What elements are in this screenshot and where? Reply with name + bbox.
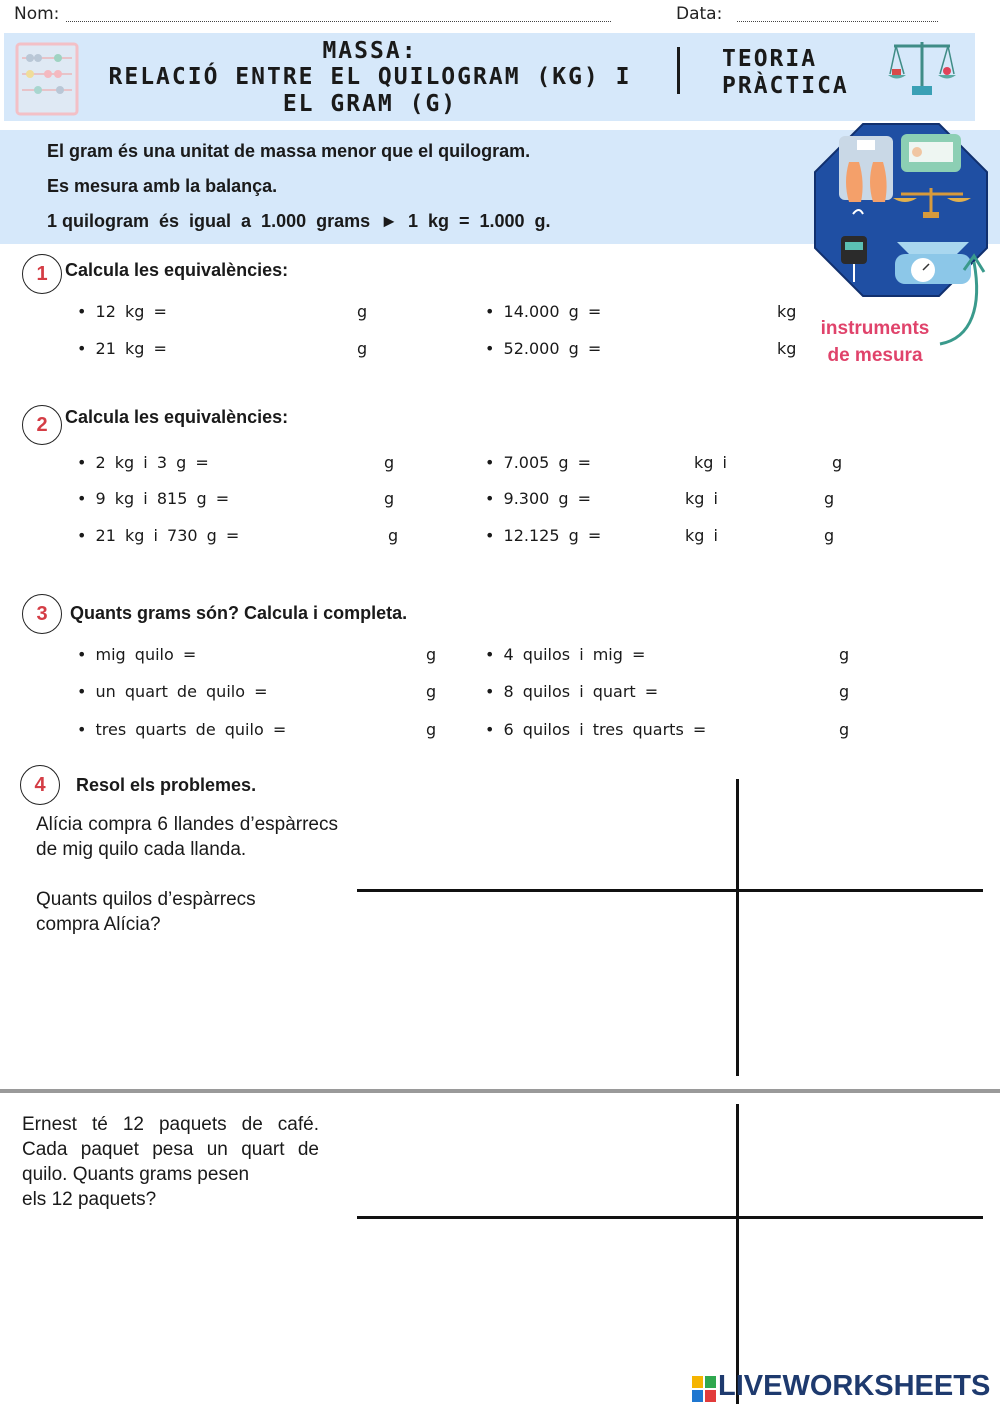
ex3-left-item-3: • tres quarts de quilo =	[77, 720, 287, 739]
instruments-caption-line-2: de mesura	[827, 345, 923, 366]
exercise-1-number: 1	[22, 254, 62, 294]
ex1-right-item-2: • 52.000 g =	[485, 339, 602, 358]
exercise-4-number: 4	[20, 765, 60, 805]
mode-line-1: TEORIA	[722, 46, 818, 72]
liveworksheets-logo-text: LIVEWORKSHEETS	[718, 1370, 991, 1402]
date-field[interactable]	[737, 21, 938, 22]
problem-1-question-line-2: compra Alícia?	[36, 914, 161, 935]
exercise-3-number: 3	[22, 594, 62, 634]
ex2-left-item-1: • 2 kg i 3 g =	[77, 453, 209, 472]
theory-line-3: 1 quilogram és igual a 1.000 grams ► 1 kg = 1.000 g.	[47, 211, 551, 231]
section-separator	[0, 1089, 1000, 1093]
liveworksheets-logo-icon	[692, 1376, 716, 1402]
ex2-left-unit-3: g	[388, 526, 399, 545]
ex3-right-item-1: • 4 quilos i mig =	[485, 645, 646, 664]
ex2-right-unit-2: g	[824, 489, 835, 508]
title-line-3: EL GRAM (G)	[282, 91, 458, 117]
ex2-right-mid-2: kg i	[685, 489, 718, 508]
problem-1-question-line-1: Quants quilos d’espàrrecs	[36, 889, 256, 910]
ex3-right-unit-3: g	[839, 720, 850, 739]
ex2-right-item-2: • 9.300 g =	[485, 489, 592, 508]
exercise-4-title: Resol els problemes.	[76, 775, 257, 795]
ex2-left-unit-1: g	[384, 453, 395, 472]
ex2-right-mid-3: kg i	[685, 526, 718, 545]
ex3-right-unit-2: g	[839, 682, 850, 701]
name-field[interactable]	[66, 21, 611, 22]
ex1-left-item-1: • 12 kg =	[77, 302, 167, 321]
ex3-right-item-2: • 8 quilos i quart =	[485, 682, 659, 701]
problem-2-question: els 12 paquets?	[22, 1189, 157, 1210]
ex1-left-unit-1: g	[357, 302, 368, 321]
problem-1-statement: Alícia compra 6 llandes d’espàrrecs de mig quilo cada llanda.	[36, 814, 338, 860]
title-divider	[677, 47, 680, 94]
ex3-right-item-3: • 6 quilos i tres quarts =	[485, 720, 707, 739]
abacus-icon	[14, 42, 80, 116]
balance-scale-icon	[888, 38, 956, 98]
exercise-2-number: 2	[22, 405, 62, 445]
ex3-left-item-1: • mig quilo =	[77, 645, 197, 664]
ex3-left-unit-2: g	[426, 682, 437, 701]
ex2-left-item-2: • 9 kg i 815 g =	[77, 489, 230, 508]
ex1-left-item-2: • 21 kg =	[77, 339, 167, 358]
ex2-left-item-3: • 21 kg i 730 g =	[77, 526, 240, 545]
ex3-left-unit-3: g	[426, 720, 437, 739]
title-line-1: MASSA:	[322, 38, 418, 64]
ex1-right-item-1: • 14.000 g =	[485, 302, 602, 321]
date-label: Data:	[676, 4, 723, 24]
curved-arrow-icon	[934, 250, 990, 350]
name-label: Nom:	[14, 4, 60, 24]
theory-line-2: Es mesura amb la balança.	[47, 176, 278, 196]
instruments-caption-line-1: instruments	[820, 318, 930, 339]
ex2-right-unit-3: g	[824, 526, 835, 545]
exercise-2-title: Calcula les equivalències:	[65, 407, 289, 427]
mode-line-2: PRÀCTICA	[722, 73, 849, 99]
problem-2-statement: Ernest té 12 paquets de café. Cada paquet pesa un quart de quilo. Quants grams pesen	[22, 1114, 319, 1185]
ex3-right-unit-1: g	[839, 645, 850, 664]
exercise-3-title: Quants grams són? Calcula i completa.	[70, 603, 408, 623]
ex2-right-unit-1: g	[832, 453, 843, 472]
problem-1-answer-area[interactable]	[357, 779, 983, 1076]
ex2-right-item-1: • 7.005 g =	[485, 453, 592, 472]
ex3-left-item-2: • un quart de quilo =	[77, 682, 268, 701]
ex2-left-unit-2: g	[384, 489, 395, 508]
theory-line-1: El gram és una unitat de massa menor que el quilogram.	[47, 141, 531, 161]
ex1-left-unit-2: g	[357, 339, 368, 358]
ex1-right-unit-2: kg	[777, 339, 797, 358]
exercise-1-title: Calcula les equivalències:	[65, 260, 289, 280]
problem-2-answer-area[interactable]	[357, 1104, 983, 1404]
ex2-right-mid-1: kg i	[694, 453, 727, 472]
ex1-right-unit-1: kg	[777, 302, 797, 321]
ex3-left-unit-1: g	[426, 645, 437, 664]
ex2-right-item-3: • 12.125 g =	[485, 526, 602, 545]
title-line-2: RELACIÓ ENTRE EL QUILOGRAM (KG) I	[108, 64, 632, 90]
